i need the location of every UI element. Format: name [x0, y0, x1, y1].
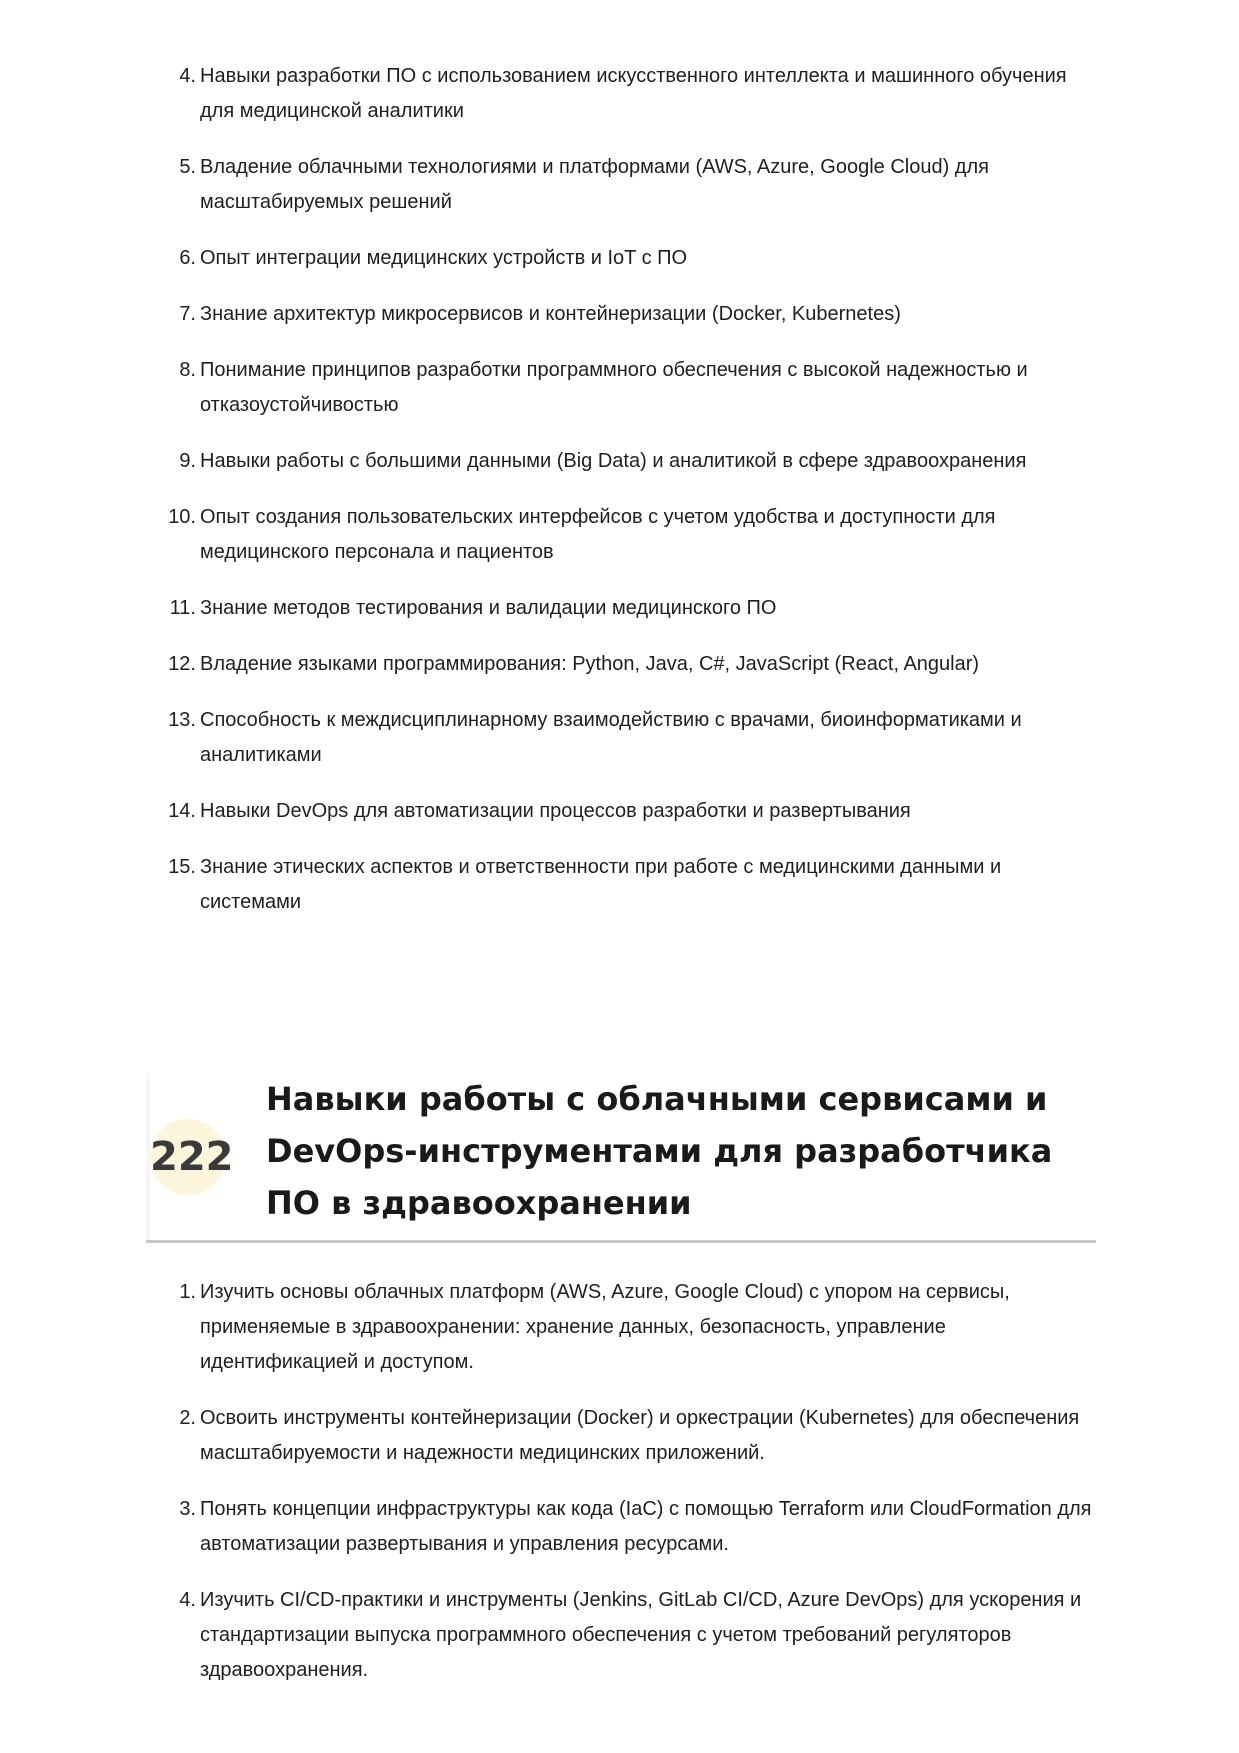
- list-item-text: Опыт интеграции медицинских устройств и IoT с ПО: [200, 247, 688, 269]
- list-item: [160, 1401, 1100, 1471]
- list-item-number: 9.: [179, 450, 196, 472]
- list-item-number: 2.: [179, 1407, 196, 1429]
- list-item: [160, 444, 1100, 479]
- section-number-badge: 222: [150, 1119, 226, 1195]
- list-item-number: 7.: [179, 303, 196, 325]
- list-item: [160, 794, 1100, 829]
- list-item-text: Способность к междисциплинарному взаимодействию с врачами, биоинформатиками и аналитиками: [200, 709, 1022, 766]
- list-item-number: 8.: [179, 359, 196, 381]
- list-item-number: 15.: [168, 856, 196, 878]
- list-item-text: Знание этических аспектов и ответственности при работе с медицинскими данными и системами: [200, 856, 1002, 913]
- list-item-number: 6.: [179, 247, 196, 269]
- list-item: [160, 500, 1100, 570]
- steps-list: [160, 1275, 1100, 1709]
- list-item-number: 5.: [179, 156, 196, 178]
- skills-list: [160, 59, 1100, 941]
- list-item: [160, 150, 1100, 220]
- list-item: [160, 591, 1100, 626]
- list-item-text: Понимание принципов разработки программного обеспечения с высокой надежностью и отказоустойчивостью: [200, 359, 1028, 416]
- list-item-text: Знание методов тестирования и валидации медицинского ПО: [200, 597, 777, 619]
- list-item: [160, 1583, 1100, 1688]
- list-item-number: 4.: [179, 1589, 196, 1611]
- list-item-text: Изучить основы облачных платформ (AWS, Azure, Google Cloud) с упором на сервисы, применяемые в здравоохранении: хранение данных, безопасность, управление идентификацией и доступом.: [200, 1281, 1010, 1373]
- list-item-text: Изучить CI/CD-практики и инструменты (Jenkins, GitLab CI/CD, Azure DevOps) для ускорения и стандартизации выпуска программного обеспечения с учетом требований регуляторов здравоохранения.: [200, 1589, 1082, 1681]
- list-item: [160, 241, 1100, 276]
- list-item-text: Владение языками программирования: Python, Java, C#, JavaScript (React, Angular): [200, 653, 980, 675]
- list-item-number: 13.: [168, 709, 196, 731]
- list-item: [160, 703, 1100, 773]
- list-item-text: Понять концепции инфраструктуры как кода (IaC) с помощью Terraform или CloudFormation для автоматизации развертывания и управления ресурсами.: [200, 1498, 1092, 1555]
- list-item: [160, 647, 1100, 682]
- list-item-text: Освоить инструменты контейнеризации (Docker) и оркестрации (Kubernetes) для обеспечения масштабируемости и надежности медицинских приложений.: [200, 1407, 1080, 1464]
- list-item-text: Опыт создания пользовательских интерфейсов с учетом удобства и доступности для медицинского персонала и пациентов: [200, 506, 996, 563]
- list-item: [160, 1275, 1100, 1380]
- list-item-text: Навыки разработки ПО с использованием искусственного интеллекта и машинного обучения для медицинской аналитики: [200, 65, 1067, 122]
- list-item: [160, 850, 1100, 920]
- list-item-number: 10.: [168, 506, 196, 528]
- list-item: [160, 297, 1100, 332]
- section-header: [146, 1073, 1096, 1243]
- list-item-number: 12.: [168, 653, 196, 675]
- section-title: Навыки работы с облачными сервисами и DevOps-инструментами для разработчика ПО в здравоохранении: [266, 1080, 1053, 1222]
- list-item-number: 11.: [169, 597, 196, 619]
- list-item: [160, 59, 1100, 129]
- list-item-number: 4.: [179, 65, 196, 87]
- list-item: [160, 353, 1100, 423]
- list-item-number: 3.: [179, 1498, 196, 1520]
- list-item: [160, 1492, 1100, 1562]
- list-item-text: Владение облачными технологиями и платформами (AWS, Azure, Google Cloud) для масштабируемых решений: [200, 156, 989, 213]
- list-item-text: Навыки DevOps для автоматизации процессов разработки и развертывания: [200, 800, 911, 822]
- list-item-number: 1.: [179, 1281, 196, 1303]
- list-item-number: 14.: [168, 800, 196, 822]
- list-item-text: Знание архитектур микросервисов и контейнеризации (Docker, Kubernetes): [200, 303, 901, 325]
- list-item-text: Навыки работы с большими данными (Big Data) и аналитикой в сфере здравоохранения: [200, 450, 1027, 472]
